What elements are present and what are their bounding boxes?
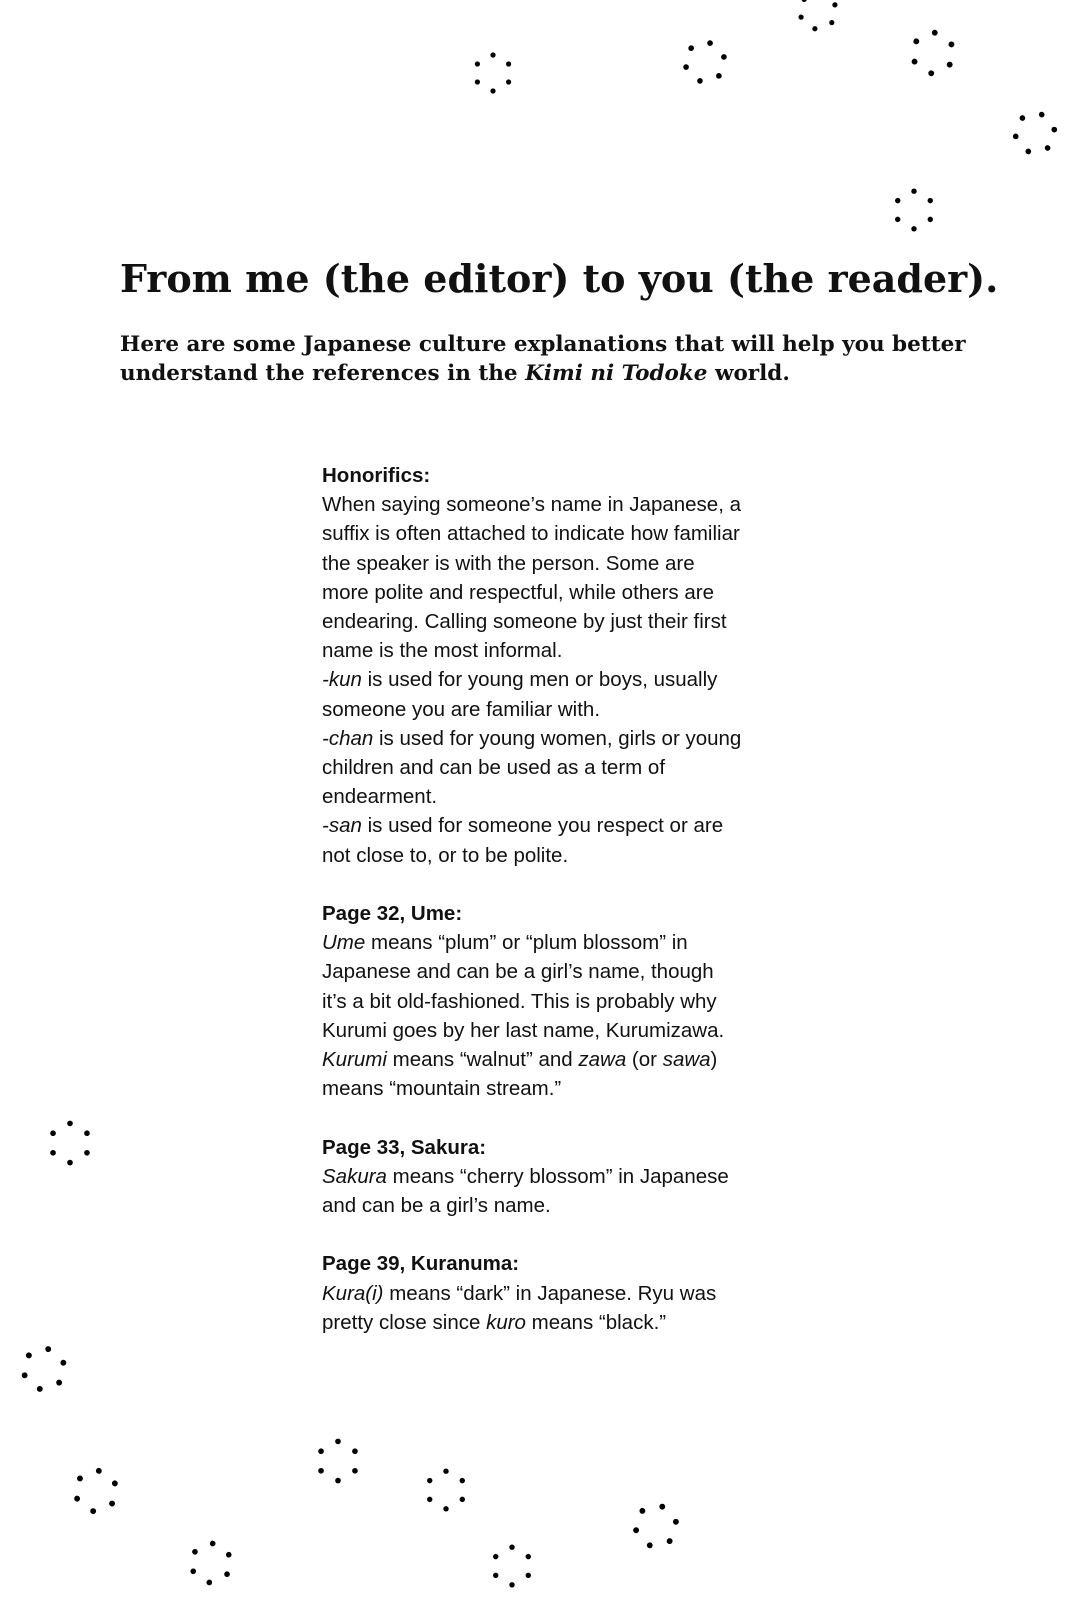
page-title: From me (the editor) to you (the reader).	[120, 256, 999, 301]
snowflake-icon	[45, 1118, 95, 1168]
note-honorifics	[322, 461, 742, 870]
note-sakura	[322, 1133, 742, 1221]
snowflake-icon	[422, 1466, 470, 1514]
note-title: Page 39, Kuranuma:	[322, 1252, 520, 1276]
note-title: Page 32, Ume:	[322, 902, 463, 926]
notes-column	[322, 461, 742, 1366]
snowflake-icon	[470, 50, 516, 96]
snowflake-icon	[1010, 108, 1060, 158]
note-text: When saying someone’s name in Japanese, a suffix is often attached to indicate how familiar the speaker is with the person. Some are more polite and respectful, while others are endearing. Calling someone by just their first name is the most informal.	[322, 493, 741, 663]
snowflake-icon	[680, 37, 730, 87]
note-text: Kura(i) means “dark” in Japanese. Ryu was pretty close since kuro means “black.”	[322, 1281, 717, 1334]
snowflake-icon	[488, 1542, 536, 1590]
intro-paragraph: Here are some Japanese culture explanations that will help you better understand the references in the Kimi ni Todoke world.	[120, 332, 966, 386]
note-text: -kun is used for young men or boys, usually someone you are familiar with.	[322, 668, 718, 721]
manga-title: Kimi ni Todoke	[525, 361, 708, 386]
note-ume	[322, 899, 742, 1103]
snowflake-icon	[313, 1436, 363, 1486]
snowflake-icon	[18, 1343, 70, 1395]
note-text: -chan is used for young women, girls or young children and can be used as a term of endearment.	[322, 726, 742, 809]
note-title: Honorifics:	[322, 464, 431, 487]
snowflake-icon	[795, 0, 841, 34]
note-title: Page 33, Sakura:	[322, 1135, 487, 1159]
note-text: Ume means “plum” or “plum blossom” in Japanese and can be a girl’s name, though it’s a bit old-fashioned. This is probably why Kurumi goes by her last name, Kurumizawa. Kurumi means “walnut” and zawa (or sawa) means “mountain stream.”	[322, 931, 725, 1101]
snowflake-icon	[907, 27, 959, 79]
note-kuranuma	[322, 1249, 742, 1337]
note-text: -san is used for someone you respect or are not close to, or to be polite.	[322, 814, 724, 867]
snowflake-icon	[186, 1538, 236, 1588]
note-text: Sakura means “cherry blossom” in Japanese and can be a girl’s name.	[322, 1164, 729, 1218]
snowflake-icon	[70, 1465, 122, 1517]
snowflake-icon	[890, 186, 938, 234]
snowflake-icon	[630, 1500, 682, 1552]
